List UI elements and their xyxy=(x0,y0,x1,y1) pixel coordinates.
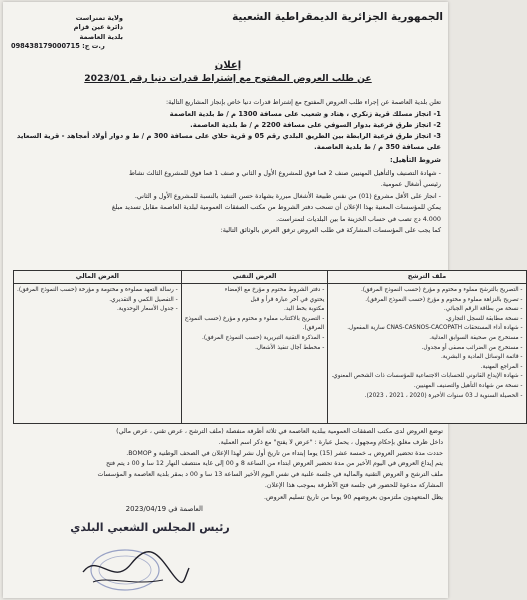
tax-id-label: ر.ت ج: 098438179000715 xyxy=(11,42,105,51)
tender-title: عن طلب العروض المفتوح مع إشتراط قدرات دنيا رقم 2023/01 xyxy=(84,73,372,84)
document-item: - قائمة الوسائل المادية و البشرية. xyxy=(440,354,523,361)
terms-line: حددت مدة تحضير العروض بـ خمسة عشر (15) يوما إبتداء من تاريخ أول نشر لهذا الإعلان في الصحف الوطنية و BOMOP. xyxy=(126,449,443,457)
condition-line: كما يجب على المؤسسات المشاركة في طلب العروض ترفق العرض بالوثائق التالية: xyxy=(220,226,441,235)
document-item: - نسخة مطابقة للسجل التجاري. xyxy=(445,315,523,322)
condition-line: - انجاز على الأقل مشروع (01) من نفس طبيعة الأشغال مبررة بشهادة حسن التنفيذ بالنسبة للمشروع الأول و الثاني. xyxy=(134,191,441,200)
document-item: - التفصيل الكمي و التقديري. xyxy=(109,296,178,303)
document-item: - المراجع المهنية. xyxy=(480,363,523,370)
document-item: - التصريح بالاكتتاب مملوء و مختوم و مؤرخ (حسب النموذج xyxy=(184,315,325,322)
document-item: - دفتر الشروط مختوم و مؤرخ مع الإمضاء xyxy=(224,287,325,293)
terms-line: توضع العروض لدى مكتب الصفقات العمومية ببلدية العاصمة في ثلاثة أظرفة منفصلة (ملف الترشح ، عرض تقني ، عرض مالي) xyxy=(116,428,443,435)
project-item: على مسافة 350 م / ط بلدية العاصمة. xyxy=(314,143,441,151)
project-list xyxy=(13,109,441,153)
official-stamp-and-signature xyxy=(73,542,193,592)
document-item: - شهادة أداء المستحقات CNAS-CASNOS-CACOPATH سارية المفعول. xyxy=(347,325,523,332)
project-item: 3- انجاز طرق فرعية الرابطة بين الطريق البلدي رقم 05 و قرية حلاي على مسافة 300 م / ط و دوار أولاد أمجاهد - قرية السعايد xyxy=(16,132,441,140)
required-documents-table xyxy=(13,270,527,424)
document-item: - التصريح بالترشح مملوء و مختوم و مؤرخ (حسب النموذج المرفق). xyxy=(360,287,523,293)
validity-line: يظل المتعهدون ملتزمون بعروضهم 90 يوما من تاريخ تسليم العروض. xyxy=(263,494,443,501)
document-item: - مستخرج من الضرائب مصفى أو مجدول. xyxy=(421,344,523,351)
terms-line: داخل ظرف مغلق بإحكام ومجهول ، يحمل عبارة : "عرض لا يفتح" مع ذكر اسم العملية. xyxy=(218,438,443,446)
document-item: مكتوبة بخط اليد. xyxy=(283,306,325,313)
place-and-date: العاصمة في 2023/04/19 xyxy=(125,505,203,513)
technical-offer-column xyxy=(181,284,328,424)
document-item: - الحصيلة السنوية لـ 03 سنوات الأخيرة (2020 ، 2021 ، 2023). xyxy=(364,392,523,399)
document-item: - نسخة من بطاقة الرقم الجبائي. xyxy=(443,306,523,313)
document-item: - المذكرة التقنية التبريرية (حسب النموذج المرفق). xyxy=(201,334,325,341)
document-item: المرفق). xyxy=(302,325,325,332)
project-item: 1- انجاز مسلك قرية زنكري ، هناد و شعيب على مسافة 1300 م / ط بلدية العاصمة xyxy=(169,110,441,118)
announcement-heading: إعلان xyxy=(214,60,242,71)
terms-line: المشاركة مدعوة للحضور في جلسة فتح الأظرفة بموجب هذا الإعلان. xyxy=(264,481,443,489)
republic-header: الجمهورية الجزائرية الديمقراطية الشعبية xyxy=(232,11,443,23)
terms-line: ملف الترشح و العروض التقنية والمالية في جلسة علنية في نفس اليوم الأخير الساعة 13 سا و 00 د بمقر بلدية العاصمة و المؤسسات xyxy=(97,471,443,479)
announcement-page xyxy=(3,2,523,598)
issuing-authority-block xyxy=(11,14,123,52)
condition-line: - شهادة التصنيف والتأهيل المهنيين صنف 2 فما فوق للمشروع الأول و الثاني و صنف 1 فما فوق للمشروع الثالث نشاط xyxy=(129,169,441,177)
table-header: العرض المالي xyxy=(14,271,182,284)
condition-line: 4.000 دج تصب في حساب الخزينة ما بين البلديات لتمنراست. xyxy=(276,214,441,223)
document-item: - نسخة من شهادة التأهيل والتصنيف المهنيين. xyxy=(413,382,523,389)
document-item: - شهادة الإيداع القانوني للحسابات الاجتماعية للمؤسسات ذات الشخص المعنوي. xyxy=(331,373,523,380)
intro-line: تعلن بلدية العاصمة عن إجراء طلب العروض المفتوح مع إشتراط قدرات دنيا خاص بإنجاز المشاريع التالية: xyxy=(166,98,441,106)
document-item: - مستخرج من صحيفة السوابق العدلية. xyxy=(429,334,523,341)
intro-paragraph xyxy=(13,97,441,108)
document-item: - مخطط آجال تنفيذ الأشغال. xyxy=(255,344,325,351)
conditions-heading: شروط التأهيل: xyxy=(389,156,441,164)
document-item: - تصريح بالنزاهة مملوء و مختوم و مؤرخ (حسب النموذج المرفق). xyxy=(365,296,523,303)
terms-line: يتم إيداع العروض في اليوم الأخير من مدة تحضير العروض ابتداء من الساعة 8 و 00 إلى غاية منتصف النهار 12 سا و 00 د يتم فتح xyxy=(105,460,443,468)
document-item: - جدول الأسعار الوحدوية. xyxy=(116,306,178,313)
condition-line: يمكن للمؤسسات المعنية بهذا الإعلان أن تسحب دفتر الشروط من مكتب الصفقات العمومية لبلدية العاصمة مقابل تسديد مبلغ xyxy=(111,203,441,212)
document-item: يحتوي في آخر عبارة قرأ و قبل xyxy=(250,296,325,303)
baladiya-label: بلدية العاصمة xyxy=(79,32,123,41)
table-header: العرض التقني xyxy=(181,271,328,284)
daira-label: دائرة عين قزام xyxy=(73,23,123,32)
table-header: ملف الترشح xyxy=(328,271,526,284)
candidacy-column xyxy=(328,284,526,424)
submission-terms xyxy=(11,427,443,492)
financial-offer-column xyxy=(14,284,182,424)
signatory-title: رئيس المجلس الشعبي البلدي xyxy=(70,521,230,534)
wilaya-label: ولاية تمنراست xyxy=(75,14,123,22)
document-item: - رسالة التعهد مملوءة و مختومة و مؤرخة (حسب النموذج المرفق). xyxy=(17,287,178,293)
conditions-list xyxy=(13,168,441,236)
condition-line: رئيسي أشغال عمومية. xyxy=(380,180,441,189)
project-item: 2- انجاز طرق فرعية بدوار السوفي على مسافة 2200 م / ط بلدية العاصمة. xyxy=(190,121,441,129)
